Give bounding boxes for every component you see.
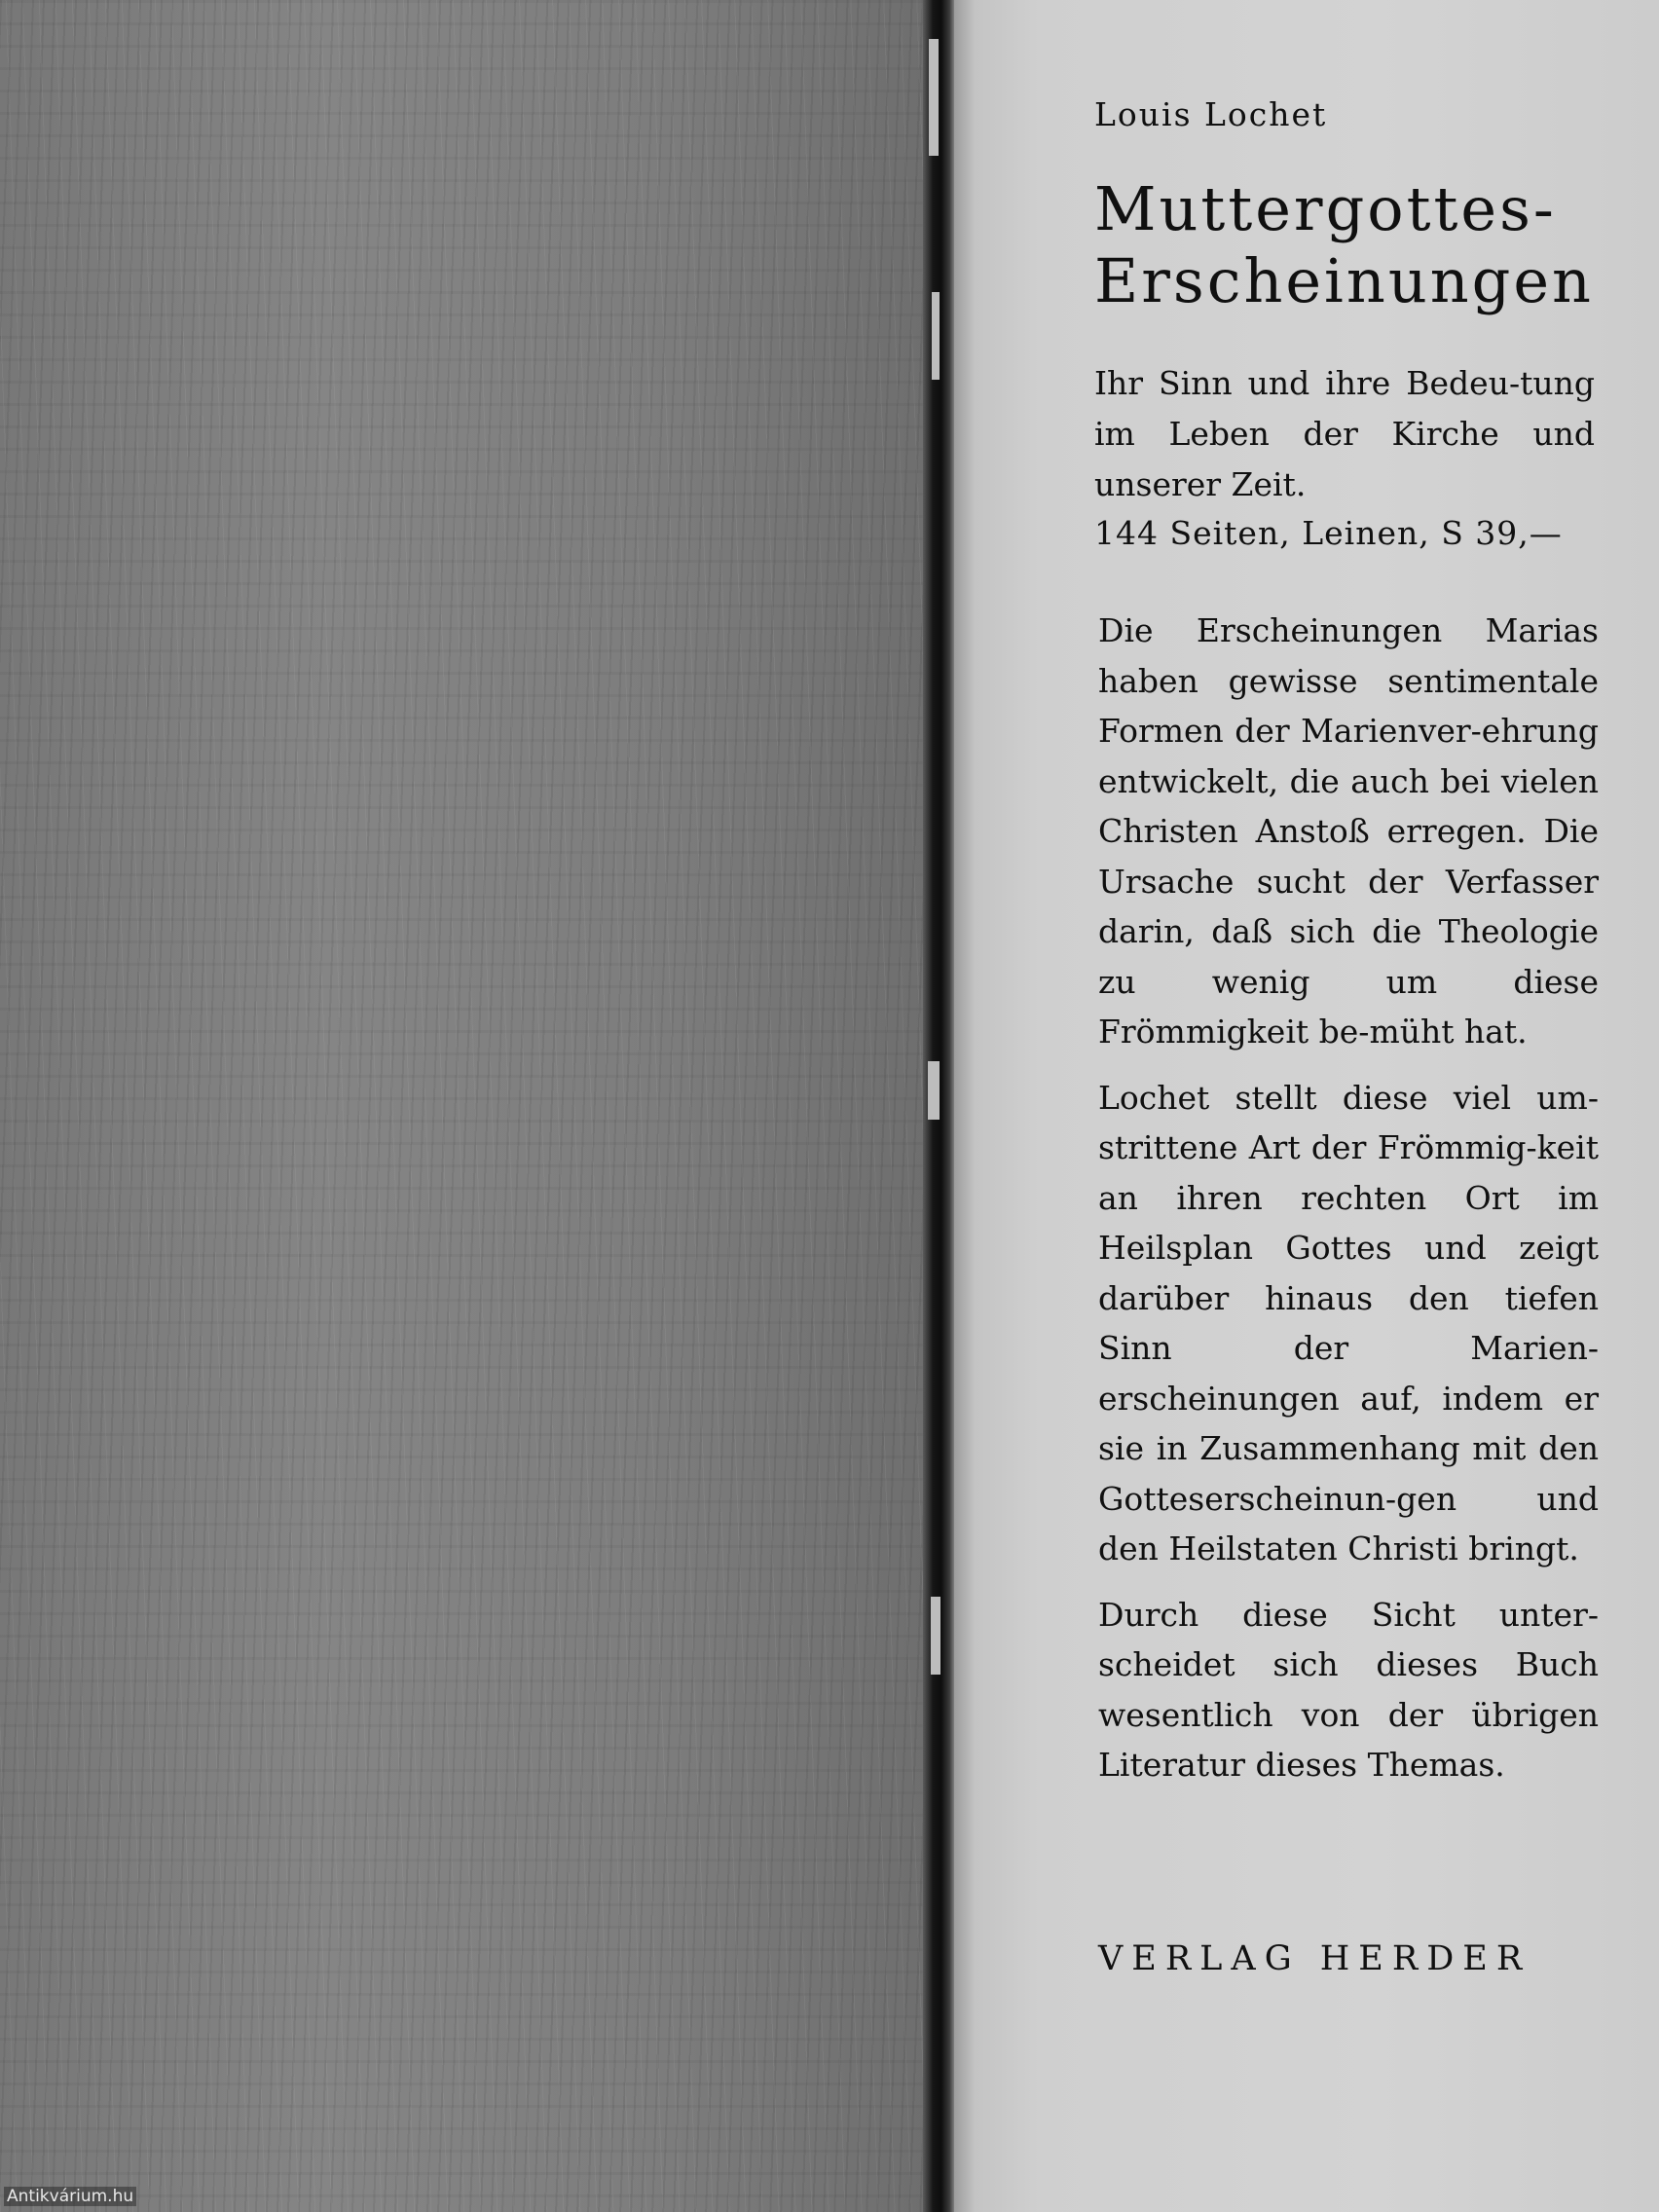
blurb-paragraph: Lochet stellt diese viel um-strittene Art der Frömmig-keit an ihren rechten Ort im Heilsplan Gottes und zeigt darüber hinaus den tiefen Sinn der Marien-erscheinungen auf, indem er sie in Zusammenhang mit den Gotteserscheinun-gen und den Heilstaten Christi bringt.: [1098, 1078, 1599, 1567]
book-spine: [923, 0, 956, 2212]
blurb: [1098, 606, 1599, 1806]
author-name: Louis Lochet: [1094, 95, 1328, 133]
book-subtitle: Ihr Sinn und ihre Bedeu-tung im Leben der Kirche und unserer Zeit.: [1094, 364, 1595, 503]
book-details: 144 Seiten, Leinen, S 39,—: [1094, 514, 1563, 552]
book-title-line-1: Muttergottes-: [1094, 173, 1557, 244]
blurb-paragraph: Die Erscheinungen Marias haben gewisse sentimentale Formen der Marienver-ehrung entwickelt, die auch bei vielen Christen Anstoß erregen. Die Ursache sucht der Verfasser darin, daß sich die Theologie zu wenig um diese Frömmigkeit be-müht hat.: [1098, 611, 1599, 1051]
blurb-paragraph: Durch diese Sicht unter-scheidet sich dieses Buch wesentlich von der übrigen Literatur dieses Themas.: [1098, 1595, 1599, 1784]
publisher-name: VERLAG HERDER: [1098, 1939, 1531, 1978]
watermark: Antikvárium.hu: [4, 2187, 136, 2206]
book-title-line-2: Erscheinungen: [1094, 245, 1594, 316]
book-title: [1094, 173, 1594, 317]
